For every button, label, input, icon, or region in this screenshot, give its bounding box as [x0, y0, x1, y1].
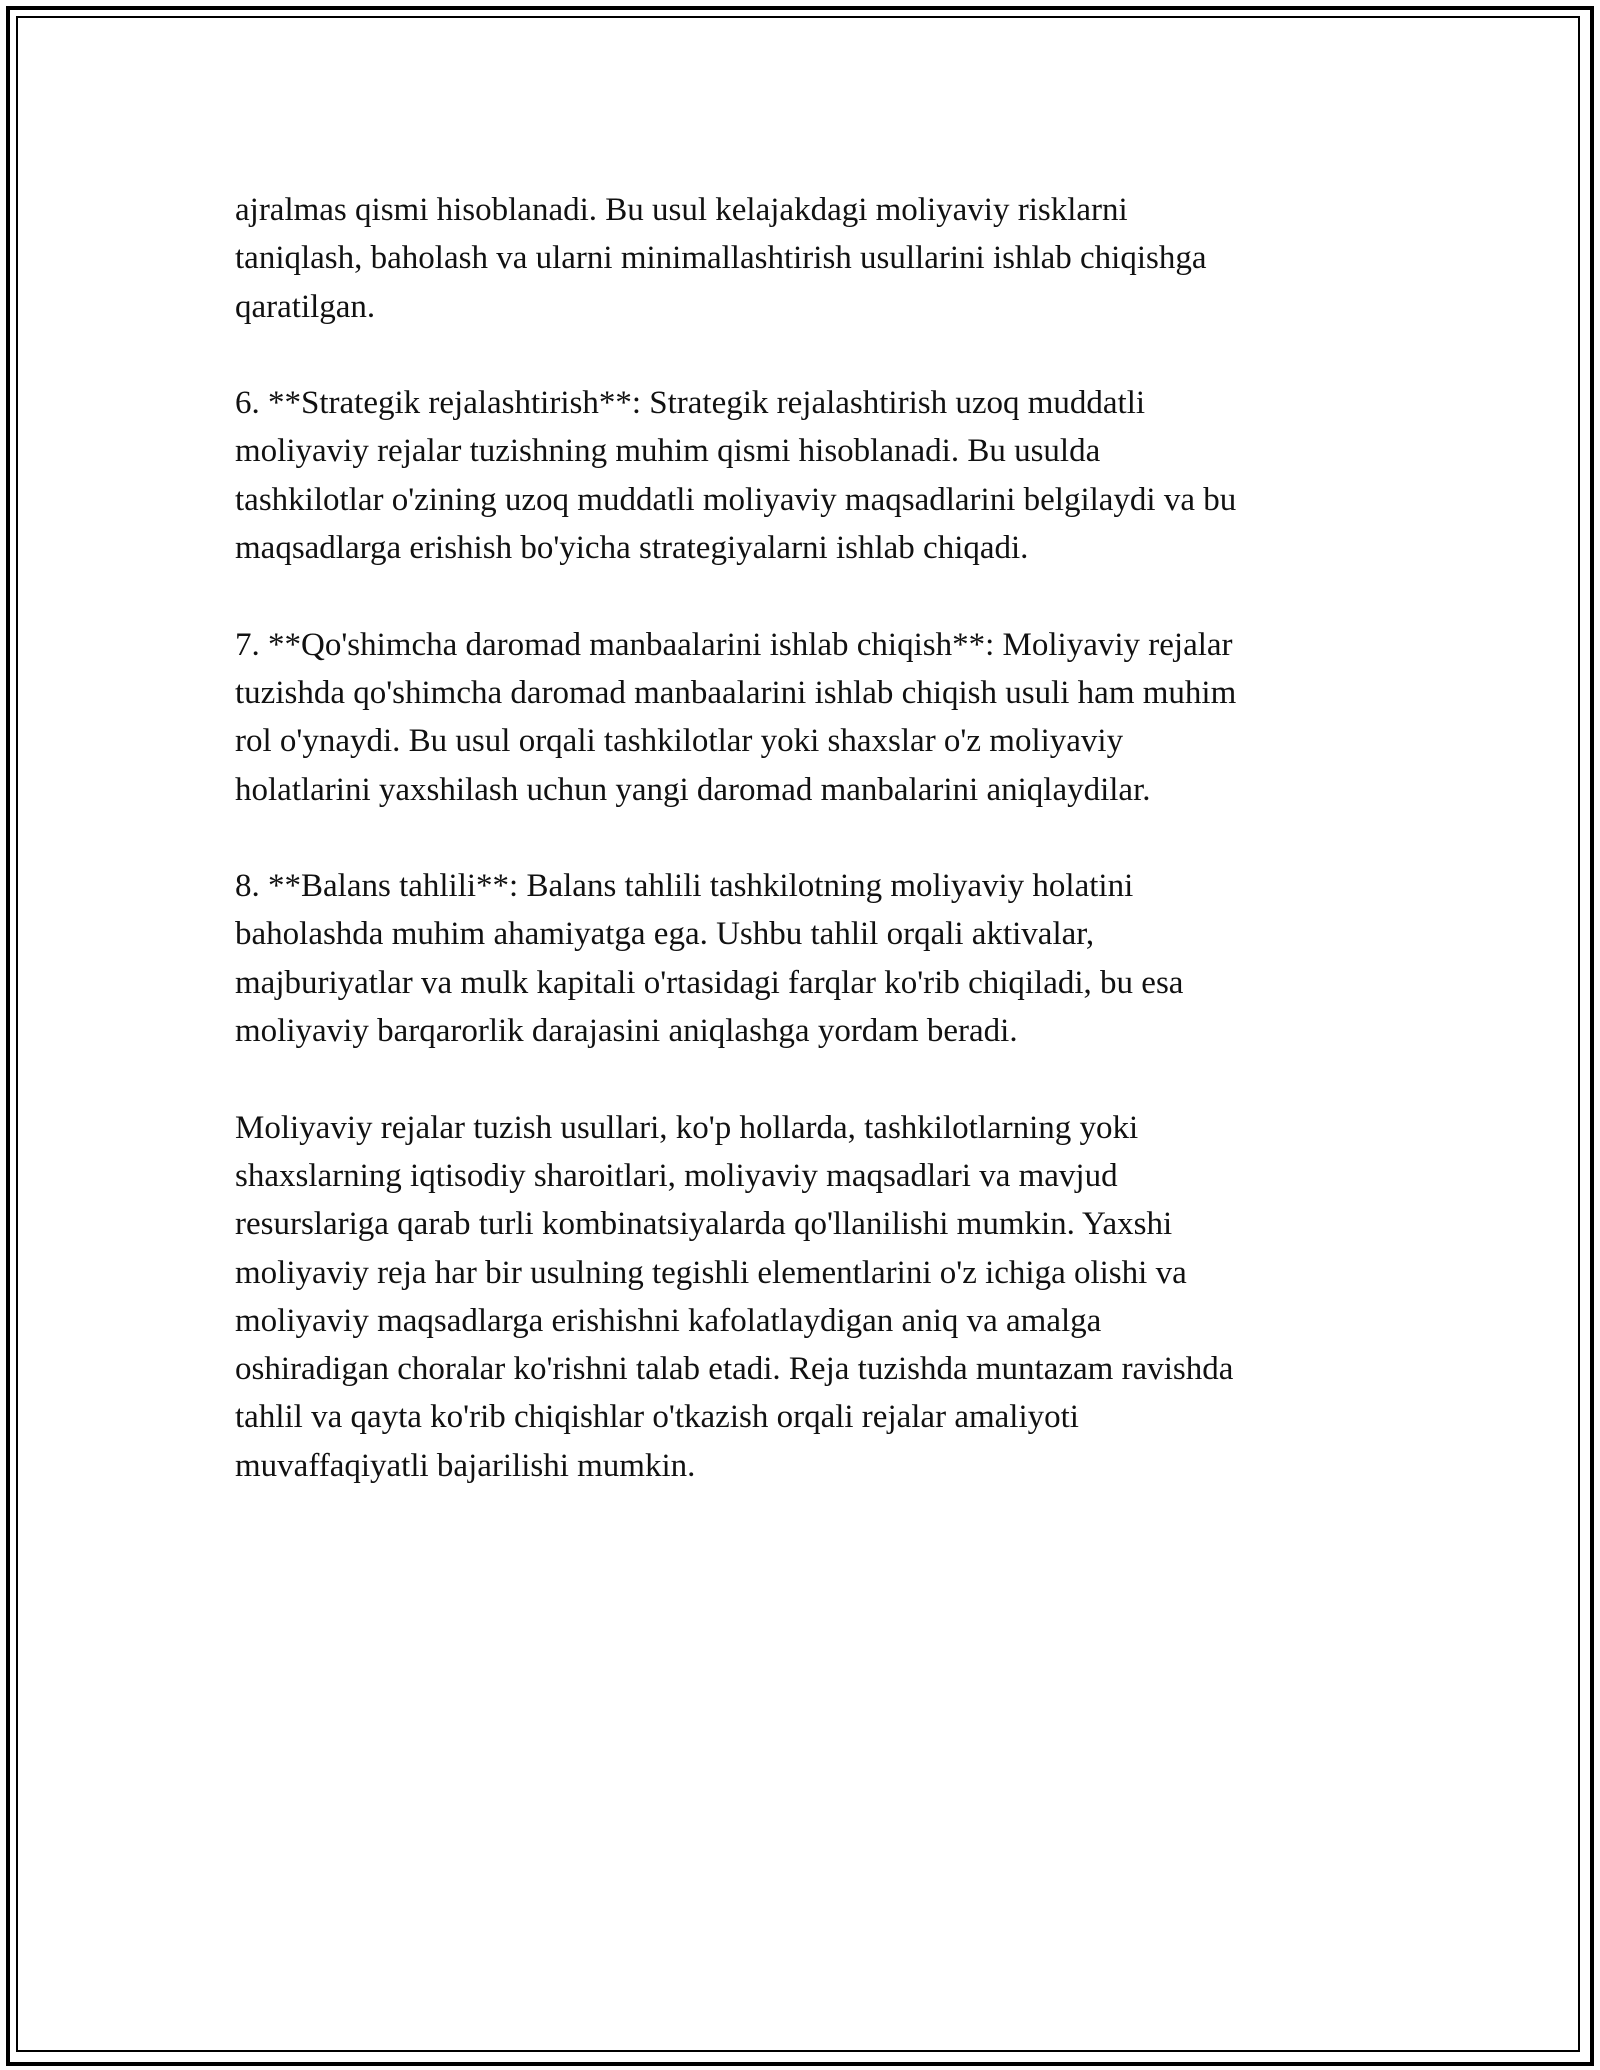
- paragraph-risk-continuation: ajralmas qismi hisoblanadi. Bu usul kelajakdagi moliyaviy risklarni taniqlash, baholash va ularni minimallashtirish usullarini ishlab chiqishga qaratilgan.: [235, 192, 1207, 325]
- document-body: [235, 186, 1365, 1490]
- paragraph-balance-analysis: 8. **Balans tahlili**: Balans tahlili tashkilotning moliyaviy holatini baholashda muhim ahamiyatga ega. Ushbu tahlil orqali aktivalar, majburiyatlar va mulk kapitali o'rtasidagi farqlar ko'rib chiqiladi, bu esa moliyaviy barqarorlik darajasini aniqlashga yordam beradi.: [235, 868, 1184, 1050]
- paragraph-conclusion: Moliyaviy rejalar tuzish usullari, ko'p hollarda, tashkilotlarning yoki shaxslarning iqtisodiy sharoitlari, moliyaviy maqsadlari va mavjud resurslariga qarab turli kombinatsiyalarda qo'llanilishi mumkin. Yaxshi moliyaviy reja har bir usulning tegishli elementlarini o'z ichiga olishi va moliyaviy maqsadlarga erishishni kafolatlaydigan aniq va amalga oshiradigan choralar ko'rishni talab etadi. Reja tuzishda muntazam ravishda tahlil va qayta ko'rib chiqishlar o'tkazish orqali rejalar amaliyoti muvaffaqiyatli bajarilishi mumkin.: [235, 1109, 1234, 1484]
- paragraph-strategic-planning: 6. **Strategik rejalashtirish**: Strategik rejalashtirish uzoq muddatli moliyaviy rejalar tuzishning muhim qismi hisoblanadi. Bu usulda tashkilotlar o'zining uzoq muddatli moliyaviy maqsadlarini belgilaydi va bu maqsadlarga erishish bo'yicha strategiyalarni ishlab chiqadi.: [235, 385, 1237, 567]
- paragraph-additional-income: 7. **Qo'shimcha daromad manbaalarini ishlab chiqish**: Moliyaviy rejalar tuzishda qo'shimcha daromad manbaalarini ishlab chiqish usuli ham muhim rol o'ynaydi. Bu usul orqali tashkilotlar yoki shaxslar o'z moliyaviy holatlarini yaxshilash uchun yangi daromad manbalarini aniqlaydilar.: [235, 626, 1237, 808]
